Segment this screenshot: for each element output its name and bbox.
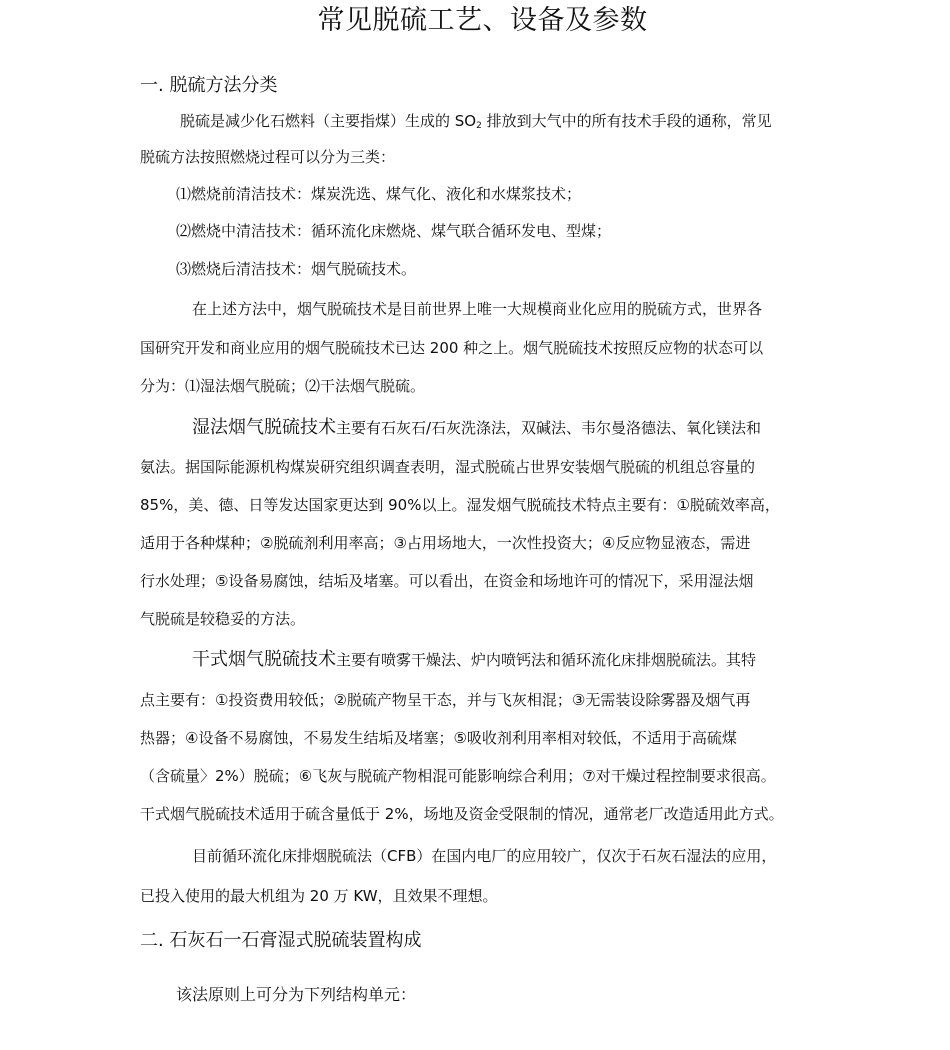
paragraph-line: 分为：⑴湿法烟气脱硫；⑵干法烟气脱硫。	[140, 377, 426, 395]
paragraph-line: 气脱硫是较稳妥的方法。	[140, 610, 306, 628]
paragraph-line: （含硫量〉2%）脱硫；⑥飞灰与脱硫产物相混可能影响综合利用；⑦对干燥过程控制要求很高。	[140, 767, 776, 785]
paragraph-line: 干式烟气脱硫技术适用于硫含量低于 2%，场地及资金受限制的情况，通常老厂改造适用此方式。	[140, 805, 784, 823]
term-wet-fgd: 湿法烟气脱硫技术	[192, 417, 336, 438]
paragraph-line: 脱硫是减少化石燃料（主要指煤）生成的 $SO_2$ 排放到大气中的所有技术手段的通称，常见	[180, 112, 772, 131]
paragraph-line: 干式烟气脱硫技术主要有喷雾干燥法、炉内喷钙法和循环流化床排烟脱硫法。其特	[192, 649, 757, 670]
list-item: ⑶燃烧后清洁技术：烟气脱硫技术。	[176, 260, 417, 278]
section-heading-2: 二. 石灰石一石膏湿式脱硫装置构成	[140, 930, 422, 951]
paragraph-line: 点主要有：①投资费用较低；②脱硫产物呈干态，并与飞灰相混；③无需装设除雾器及烟气再	[140, 691, 751, 709]
paragraph-line: 适用于各种煤种；②脱硫剂利用率高；③占用场地大，一次性投资大；④反应物显液态，需进	[140, 534, 751, 552]
list-item: ⑵燃烧中清洁技术：循环流化床燃烧、煤气联合循环发电、型煤；	[176, 222, 612, 240]
paragraph-line: 在上述方法中，烟气脱硫技术是目前世界上唯一大规模商业化应用的脱硫方式，世界各	[192, 300, 763, 318]
paragraph-line: 85%，美、德、日等发达国家更达到 90%以上。湿发烟气脱硫技术特点主要有：①脱硫效率高，	[140, 496, 780, 514]
paragraph-line: 行水处理；⑤设备易腐蚀，结垢及堵塞。可以看出，在资金和场地许可的情况下，采用湿法烟	[140, 572, 754, 590]
section-heading-1: 一. 脱硫方法分类	[140, 75, 278, 96]
page-title: 常见脱硫工艺、设备及参数	[317, 5, 648, 36]
paragraph-line: 该法原则上可分为下列结构单元：	[176, 985, 417, 1004]
list-item: ⑴燃烧前清洁技术：煤炭洗选、煤气化、液化和水煤浆技术；	[176, 185, 582, 203]
paragraph-line: 脱硫方法按照燃烧过程可以分为三类：	[140, 148, 396, 166]
paragraph-line: 目前循环流化床排烟脱硫法（CFB）在国内电厂的应用较广，仅次于石灰石湿法的应用，	[192, 847, 777, 865]
paragraph-line: 湿法烟气脱硫技术主要有石灰石/石灰洗涤法，双碱法、韦尔曼洛德法、氧化镁法和	[192, 417, 762, 438]
paragraph-line: 氨法。据国际能源机构煤炭研究组织调查表明，湿式脱硫占世界安装烟气脱硫的机组总容量的	[140, 458, 756, 476]
term-dry-fgd: 干式烟气脱硫技术	[192, 649, 336, 670]
paragraph-line: 已投入使用的最大机组为 20 万 KW，且效果不理想。	[140, 887, 498, 905]
paragraph-line: 热器；④设备不易腐蚀，不易发生结垢及堵塞；⑤吸收剂利用率相对较低，不适用于高硫煤	[140, 729, 737, 747]
subscript: 2	[476, 121, 482, 131]
paragraph-line: 国研究开发和商业应用的烟气脱硫技术已达 200 种之上。烟气脱硫技术按照反应物的状态可以	[140, 339, 764, 357]
